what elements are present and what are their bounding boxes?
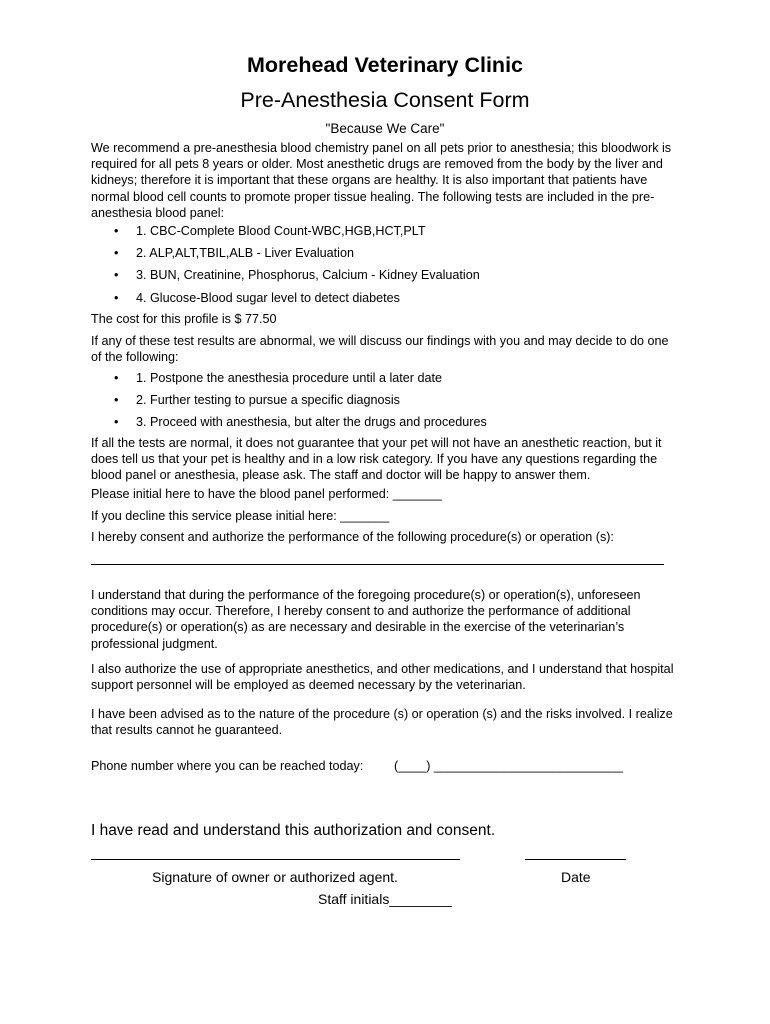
phone-field[interactable]: (____) ___________________________ (394, 759, 624, 773)
bullet-icon: • (114, 291, 119, 305)
signature-line[interactable] (91, 859, 460, 860)
staff-initials-field[interactable]: Staff initials________ (318, 891, 452, 907)
intro-paragraph: We recommend a pre-anesthesia blood chemistry panel on all pets prior to anesthesia; this bloodwork is required for all pets 8 years or older. Most anesthetic drugs are removed from the body by the liver and kidneys; therefore it is important that these organs are healthy. It is also important that patients have normal blood cell counts to promote proper tissue healing. The following tests are included in the pre-anesthesia blood panel: (91, 141, 672, 220)
form-title: Pre-Anesthesia Consent Form (240, 88, 530, 112)
signature-label: Signature of owner or authorized agent. (152, 869, 398, 885)
procedure-entry-line[interactable] (91, 564, 664, 565)
consent-form-page: Morehead Veterinary Clinic Pre-Anesthesia Consent Form "Because We Care" We recommend a pre-anesthesia blood chemistry panel on all pets prior to anesthesia; this bloodwork is required for all pets 8 years or older. Most anesthetic drugs are removed from the body by the liver and kidneys; therefore it is important that these organs are healthy. It is also important that patients have normal blood cell counts to promote proper tissue healing. The following tests are included in the pre-anesthesia blood panel: • 1. CBC-Complete Blood Count-WBC,HGB,HCT,PLT • 2. ALP,ALT,TBIL,ALB - Liver Evaluation • 3. BUN, Creatinine, Phosphorus, Calcium - Kidney Evaluation • 4. Glucose-Blood sugar level to detect diabetes The cost for this profile is $ 77.50 If any of these test results are abnormal, we will discuss our findings with you and may decide to do one of the following: • 1. Postpone the anesthesia procedure until a later date • 2. Further testing to pursue a specific diagnosis • 3. Proceed with anesthesia, but alter the drugs and procedures If all the tests are normal, it does not guarantee that your pet will not have an anesthetic reaction, but it does tell us that your pet is healthy and in a low risk category. If you have any questions regarding the blood panel or anesthesia, please ask. The staff and doctor will be happy to answer them. Please initial here to have the blood panel performed: _______ If you decline this service please initial here: _______ I hereby consent and authorize the performance of the following procedure(s) or operation (s): I understand that during the performance of the foregoing procedure(s) or operation(s), unforeseen conditions may occur. Therefore, I hereby consent to and authorize the performance of additional procedure(s) or operation(s) as are necessary and desirable in the exercise of the veterinarian’s professional judgment. I also authorize the use of appropriate anesthetics, and other medications, and I understand that hospital support personnel will be employed as deemed necessary by the veterinarian. I have been advised as to the nature of the procedure (s) or operation (s) and the risks involved. I realize that results cannot he guaranteed. Phone number where you can be reached today: (____) ___________________________ I have read and understand this authorization and consent. Signature of owner or authorized agent. Date Staff initials________ (0, 0, 770, 1024)
bullet-icon: • (114, 224, 119, 238)
bullet-icon: • (114, 393, 119, 407)
normal-note: If all the tests are normal, it does not guarantee that your pet will not have an anesthetic reaction, but it does tell us that your pet is healthy and in a low risk category. If you have any questions regarding the blood panel or anesthesia, please ask. The staff and doctor will be happy to answer them. (91, 436, 662, 483)
date-line[interactable] (525, 859, 626, 860)
understand-paragraph: I understand that during the performance of the foregoing procedure(s) or operation(s), unforeseen conditions may occur. Therefore, I hereby consent to and authorize the performance of additional procedure(s) or operation(s) as are necessary and desirable in the exercise of the veterinarian’s professional judgment. (91, 588, 641, 651)
consent-procedures-label: I hereby consent and authorize the performance of the following procedure(s) or operation (s): (91, 530, 614, 544)
initial-decline-field[interactable]: If you decline this service please initial here: _______ (91, 509, 390, 523)
authorize-paragraph: I also authorize the use of appropriate anesthetics, and other medications, and I understand that hospital support personnel will be employed as deemed necessary by the veterinarian. (91, 662, 674, 693)
motto: "Because We Care" (325, 121, 445, 136)
initial-perform-field[interactable]: Please initial here to have the blood panel performed: _______ (91, 487, 442, 501)
bullet-icon: • (114, 415, 119, 429)
bullet-icon: • (114, 371, 119, 385)
phone-label: Phone number where you can be reached today: (91, 759, 364, 773)
read-understand-statement: I have read and understand this authorization and consent. (91, 822, 496, 839)
date-label: Date (561, 869, 591, 885)
cost-line: The cost for this profile is $ 77.50 (91, 312, 277, 326)
bullet-icon: • (114, 268, 119, 282)
clinic-name: Morehead Veterinary Clinic (246, 53, 523, 77)
abnormal-intro: If any of these test results are abnormal, we will discuss our findings with you and may decide to do one of the following: (91, 334, 669, 365)
advised-paragraph: I have been advised as to the nature of the procedure (s) or operation (s) and the risks involved. I realize that results cannot he guaranteed. (91, 707, 673, 738)
bullet-icon: • (114, 246, 119, 260)
